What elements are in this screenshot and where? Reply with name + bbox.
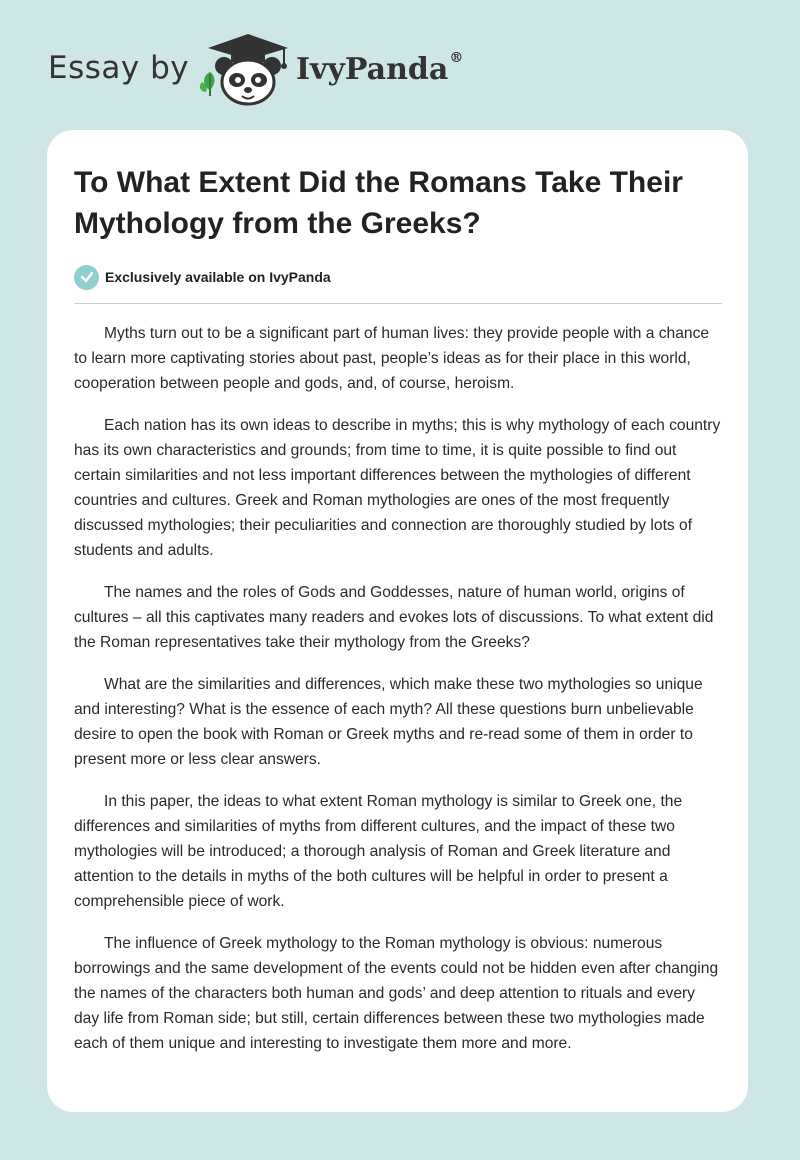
page-header: [0, 0, 800, 130]
brand-name[interactable]: [296, 52, 463, 87]
brand-text: IvyPanda: [296, 52, 449, 87]
paragraph: What are the similarities and differences, which make these two mythologies so unique and interesting? What is the essence of each myth? All these questions burn unbelievable desire to open the book with Roman or Greek myths and re-read some of them in order to present more or less clear answers.: [74, 676, 703, 768]
essay-card: [47, 130, 748, 1112]
paragraph: In this paper, the ideas to what extent Roman mythology is similar to Greek one, the differences and similarities of myths from different cultures, and the impact of these two mythologies will be introduced; a thorough analysis of Roman and Greek literature and attention to the details in myths of the both cultures will be helpful in order to present a comprehensible piece of work.: [74, 793, 683, 910]
exclusive-badge: [74, 264, 331, 290]
paragraph: The names and the roles of Gods and Goddesses, nature of human world, origins of cultures – all this captivates many readers and evokes lots of discussions. To what extent did the Roman representatives take their mythology from the Greeks?: [74, 584, 714, 651]
trademark-symbol: ®: [449, 50, 464, 66]
paragraph: Myths turn out to be a significant part of human lives: they provide people with a chance to learn more captivating stories about past, people’s ideas as for their place in this world, cooperation between people and gods, and, of course, heroism.: [74, 325, 710, 392]
leaf-icon: [200, 72, 215, 96]
divider: [74, 303, 722, 304]
exclusive-badge-text: Exclusively available on IvyPanda: [105, 269, 331, 285]
check-circle-icon: [74, 265, 99, 290]
essay-body: [74, 321, 724, 1073]
paragraph: The influence of Greek mythology to the Roman mythology is obvious: numerous borrowings and the same development of the events could not be hidden even after changing the names of the characters both human and gods’ and deep attention to rituals and every day life from Roman side; but still, certain differences between these two mythologies made each of them unique and interesting to investigate them more and more.: [74, 935, 719, 1052]
panda-graduate-logo-icon[interactable]: [198, 30, 298, 110]
essay-by-label: Essay by: [48, 50, 190, 86]
paragraph: Each nation has its own ideas to describe in myths; this is why mythology of each country has its own characteristics and grounds; from time to time, it is quite possible to find out certain similarities and not less important differences between the mythologies of different countries and cultures. Greek and Roman mythologies are ones of the most frequently discussed mythologies; their peculiarities and connection are thoroughly studied by lots of students and adults.: [74, 417, 721, 559]
essay-title: To What Extent Did the Romans Take Their Mythology from the Greeks?: [74, 166, 683, 240]
